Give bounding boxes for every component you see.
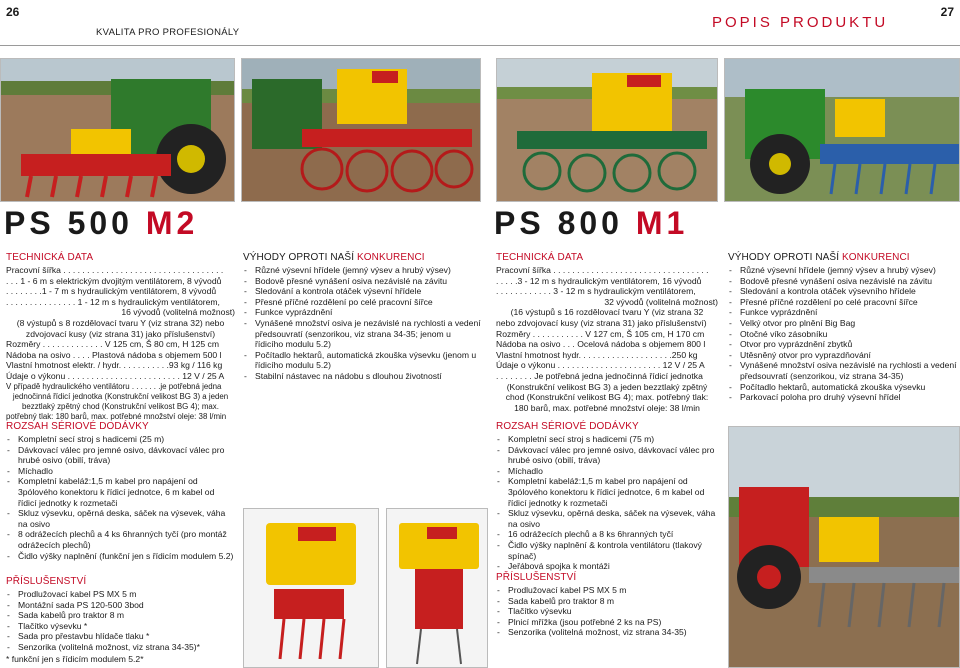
list-item: - Dávkovací válec pro jemné osivo, dávkovací válec pro hrubé osivo (obilí, tráva) <box>496 445 718 466</box>
tech-line: (Konstrukční velikost BG 3) a jeden bezztlaký zpětný <box>506 381 708 392</box>
list-item: - Prodlužovací kabel PS MX 5 m <box>6 589 235 600</box>
tech-line: Vlastní hmotnost elektr. / hydr. . . . . . . . . . .93 kg / 116 kg <box>6 360 223 371</box>
list-item: - Různé výsevní hřídele (jemný výsev a hrubý výsev) <box>728 265 958 276</box>
photo-ps800-tractor <box>724 58 960 202</box>
ps500-standard-scope <box>6 421 235 561</box>
ps500-tech-data <box>6 252 235 422</box>
photo-ps800-field-seeder <box>728 426 960 668</box>
list-item: - Otočné víko zásobníku <box>728 329 958 340</box>
page-number-left: 26 <box>6 5 20 19</box>
ps800-variant: M1 <box>635 205 689 241</box>
list-item: - Senzorika (volitelná možnost, viz strana 34-35) <box>496 627 718 638</box>
tech-line: 32 vývodů (volitelná možnost) <box>604 296 718 307</box>
list-item: - Přesné příčné rozdělení po celé pracovní šířce <box>728 297 958 308</box>
header-subtitle-right: POPIS PRODUKTU <box>712 14 889 31</box>
tech-line: . . . . . . . . . . . . 3 - 12 m s hydraulickým ventilátorem, <box>496 286 696 297</box>
list-item: - Kompletní kabeláž:1,5 m kabel pro napájení od 3pólového konektoru k řídicí jednotce, 6 m kabel od řídicí jednotky k rozmetači <box>496 476 718 508</box>
list-item: - Prodlužovací kabel PS MX 5 m <box>496 585 718 596</box>
photo-ps800-seeder <box>496 58 718 202</box>
list-item: - Vynášené množství osiva nezávislé na rychlosti a vedení předsouvratí (senzorikou, viz strana 34-35) <box>728 360 958 381</box>
list-item: - Kompletní secí stroj s hadicemi (25 m) <box>6 434 235 445</box>
list-item: - Vynášené množství osiva je nezávislé na rychlosti a vedení předsouvratí (senzorikou, viz strana 34-35; jenom u řídicího modulu 5.2) <box>243 318 481 350</box>
tech-line: chod (Konstrukční velikost BG 4); max. potřebný tlak: <box>505 392 709 403</box>
list-item: - Sledování a kontrola otáček výsevní hřídele <box>243 286 481 297</box>
tech-line: . . . . . . . . . . . . . . . 1 - 12 m s hydraulickým ventilátorem, <box>6 296 220 307</box>
ps800-accessories-heading: PŘÍSLUŠENSTVÍ <box>496 572 577 583</box>
list-item: - Sledování a kontrola otáček výsevního hřídele <box>728 286 958 297</box>
tech-line: Nádoba na osivo . . . Ocelová nádoba s objemem 800 l <box>496 339 706 350</box>
list-item: - Tlačítko výsevku * <box>6 621 235 632</box>
list-item: - 8 odrážecích plechů a 4 ks 6hranných tyčí (pro montáž odrážecích plechů) <box>6 529 235 550</box>
photo-ps500-mounted-harrow <box>243 508 379 668</box>
page-number-right: 27 <box>940 5 954 19</box>
ps800-accessories <box>496 572 718 638</box>
ps500-advantages <box>243 252 481 382</box>
ps500-accessories-heading: PŘÍSLUŠENSTVÍ <box>6 576 87 587</box>
tech-line: . . . . . . . . Je potřebná jedna jednočinná řídicí jednotka <box>496 370 703 381</box>
list-item: - Dávkovací válec pro jemné osivo, dávkovací válec pro hrubé osivo (obilí, tráva) <box>6 445 235 466</box>
list-item: - Kompletní secí stroj s hadicemi (75 m) <box>496 434 718 445</box>
tech-line: . . . . .3 - 12 m s hydraulickým ventilátorem, 16 vývodů <box>496 275 702 286</box>
ps800-advantages <box>728 252 958 403</box>
tech-line: Pracovní šířka . . . . . . . . . . . . . . . . . . . . . . . . . . . . . . . . . <box>496 265 709 275</box>
tech-line: nebo zdvojovací kusy (viz strana 31) jako příslušenství) <box>496 317 707 328</box>
tech-line: zdvojovací kusy (viz strana 31) jako příslušenství) <box>25 328 216 339</box>
ps500-standard-heading: ROZSAH SÉRIOVÉ DODÁVKY <box>6 421 149 432</box>
ps800-standard-heading: ROZSAH SÉRIOVÉ DODÁVKY <box>496 421 639 432</box>
list-item: - Parkovací poloha pro druhý výsevní hřídel <box>728 392 958 403</box>
list-item: - Kompletní kabeláž:1,5 m kabel pro napájení od 3pólového konektoru k řídicí jednotce, 6 m kabel od řídicí jednotky k rozmetači <box>6 476 235 508</box>
tech-line: Pracovní šířka . . . . . . . . . . . . . . . . . . . . . . . . . . . . . . . . . . <box>6 265 224 275</box>
ps800-tech-data <box>496 252 718 413</box>
tech-line: Údaje o výkonu . . . . . . . . . . . . . . . . . . . . . . 12 V / 25 A <box>496 360 705 371</box>
list-item: - Skluz výsevku, opěrná deska, sáček na výsevek, váha na osivo <box>496 508 718 529</box>
list-item: - Senzorika (volitelná možnost, viz strana 34-35)* <box>6 642 235 653</box>
list-item: - Plnicí mřížka (jsou potřebné 2 ks na PS) <box>496 617 718 628</box>
ps500-advantages-heading: VÝHODY OPROTI NAŠÍ KONKURENCI <box>243 252 425 263</box>
tech-line: potřebný tlak: 180 barů, max. potřebné množství oleje: 38 l/min <box>6 412 227 422</box>
tech-line: . . . . . . . .1 - 7 m s hydraulickým ventilátorem, 8 vývodů <box>6 286 217 297</box>
list-item: - Utěsněný otvor pro vyprazdňování <box>728 350 958 361</box>
list-item: - Bodově přesné vynášení osiva nezávislé na závitu <box>243 276 481 287</box>
header-subtitle-left: KVALITA PRO PROFESIONÁLY <box>96 27 240 38</box>
photo-ps500-tractor <box>0 58 235 202</box>
list-item: - 16 odrážecích plechů a 8 ks 6hranných tyčí <box>496 529 718 540</box>
list-item: - Bodově přesné vynášení osiva nezávislé na závitu <box>728 276 958 287</box>
tech-line: jednočinná řídicí jednotka (Konstrukční velikost BG 3) a jeden <box>12 391 229 401</box>
ps500-variant: M2 <box>145 205 199 241</box>
tech-line: Rozměry . . . . . . . . . . . . . V 125 cm, Š 80 cm, H 125 cm <box>6 339 219 350</box>
list-item: - Montážní sada PS 120-500 3bod <box>6 600 235 611</box>
ps800-model: PS 800 <box>494 205 623 241</box>
ps800-standard-scope <box>496 421 718 572</box>
list-item: - Sada kabelů pro traktor 8 m <box>6 610 235 621</box>
ps500-accessories-footnote: * funkční jen s řídicím modulem 5.2* <box>6 653 144 664</box>
list-item: - Míchadlo <box>496 466 718 477</box>
tech-line: (8 výstupů s 8 rozdělovací tvaru Y (viz strana 32) nebo <box>16 317 225 328</box>
list-item: - Stabilní nástavec na nádobu s dlouhou životností <box>243 371 481 382</box>
tech-line: bezztlaký zpětný chod (Konstrukční velikost BG 4); max. <box>22 401 219 411</box>
tech-line: V případě hydraulického ventilátoru . . . . . . .je potřebná jedna <box>6 381 222 391</box>
ps800-tech-heading: TECHNICKÁ DATA <box>496 252 584 263</box>
ps800-advantages-heading: VÝHODY OPROTI NAŠÍ KONKURENCI <box>728 252 910 263</box>
list-item: - Funkce vyprázdnění <box>243 307 481 318</box>
list-item: - Míchadlo <box>6 466 235 477</box>
tech-line: Rozměry . . . . . . . . . . . V 127 cm, Š 105 cm, H 170 cm <box>496 328 705 339</box>
list-item: - Velký otvor pro plnění Big Bag <box>728 318 958 329</box>
ps500-model: PS 500 <box>4 205 133 241</box>
tech-line: . . . 1 - 6 m s elektrickým dvojitým ventilátorem, 8 vývodů <box>6 275 222 286</box>
ps500-accessories <box>6 576 235 664</box>
photo-ps800-frame <box>386 508 488 668</box>
tech-line: 180 barů, max. potřebné množství oleje: 38 l/min <box>514 402 700 413</box>
ps800-title <box>494 206 688 240</box>
ps500-tech-heading: TECHNICKÁ DATA <box>6 252 94 263</box>
list-item: - Přesné příčné rozdělení po celé pracovní šířce <box>243 297 481 308</box>
list-item: - Počítadlo hektarů, automatická zkouška výsevku (jenom u řídicího modulu 5.2) <box>243 350 481 371</box>
tech-line: 16 vývodů (volitelná možnost) <box>121 307 235 318</box>
tech-line: Vlastní hmotnost hydr. . . . . . . . . . . . . . . . . . . .250 kg <box>496 349 698 360</box>
tech-line: Nádoba na osivo . . . . Plastová nádoba s objemem 500 l <box>6 349 222 360</box>
page-header <box>0 0 960 46</box>
list-item: - Tlačítko výsevku <box>496 606 718 617</box>
list-item: - Skluz výsevku, opěrná deska, sáček na výsevek, váha na osivo <box>6 508 235 529</box>
ps500-title <box>4 206 198 240</box>
list-item: - Funkce vyprázdnění <box>728 307 958 318</box>
list-item: - Počítadlo hektarů, automatická zkouška výsevku <box>728 382 958 393</box>
tech-line: Údaje o výkonu . . . . . . . . . . . . . . . . . . . . . . . . 12 V / 25 A <box>6 370 225 381</box>
list-item: - Otvor pro vyprázdnění zbytků <box>728 339 958 350</box>
list-item: - Jeřábová spojka k montáži <box>496 561 718 572</box>
list-item: - Sada kabelů pro traktor 8 m <box>496 596 718 607</box>
list-item: - Čidlo výšky naplnění (funkční jen s řídicím modulem 5.2) <box>6 551 235 562</box>
list-item: - Různé výsevní hřídele (jemný výsev a hrubý výsev) <box>243 265 481 276</box>
tech-line: (16 výstupů s 16 rozdělovací tvaru Y (viz strana 32 <box>510 307 704 318</box>
list-item: - Sada pro přestavbu hlídače tlaku * <box>6 631 235 642</box>
photo-ps500-seeder <box>241 58 481 202</box>
list-item: - Čidlo výšky naplnění & kontrola ventilátoru (tlakový spínač) <box>496 540 718 561</box>
